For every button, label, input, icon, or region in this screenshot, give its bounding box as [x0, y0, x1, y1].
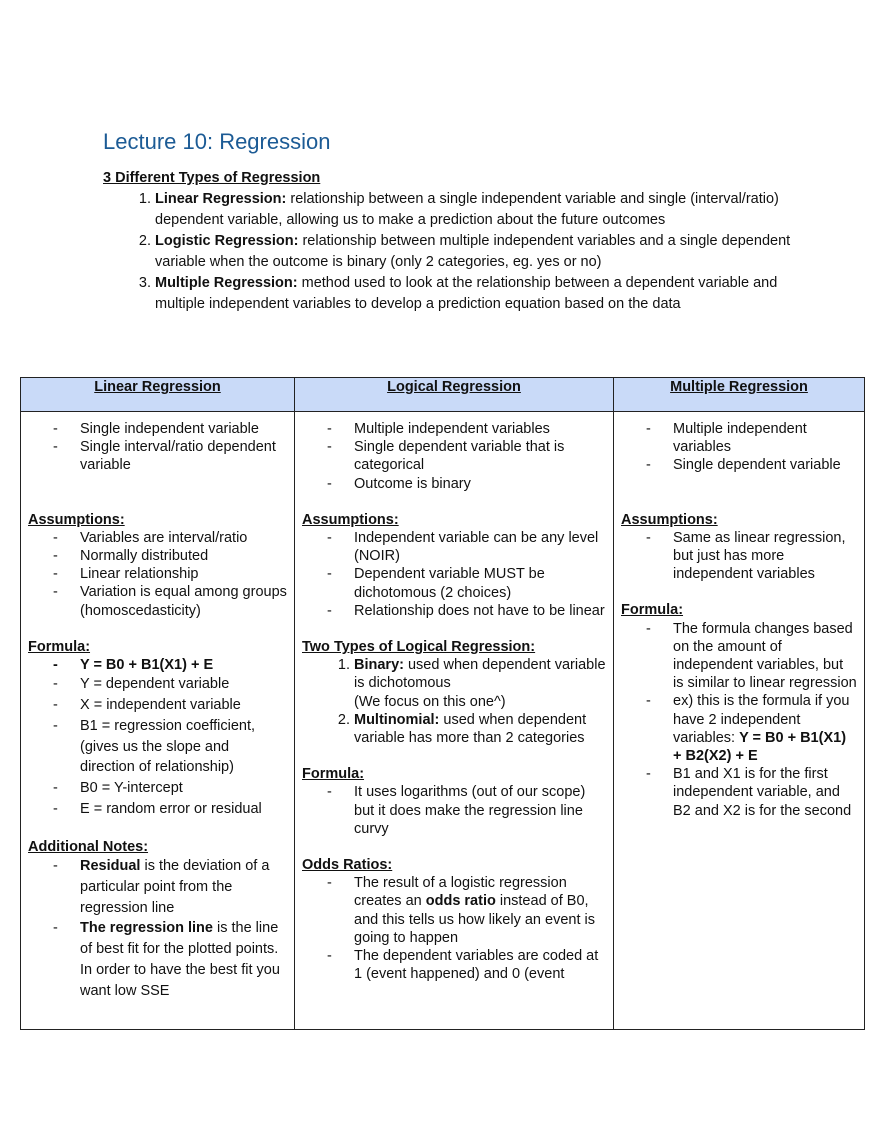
multiple-formula-equation: Y = B0 + B1(X1) + B2(X2) + E	[673, 729, 847, 765]
table-header-row	[21, 378, 865, 412]
list-item: - Linear relationship	[28, 565, 287, 583]
list-item: - Single independent variable	[28, 420, 287, 438]
list-item: - Relationship does not have to be linear	[302, 602, 606, 620]
type-text: used when dependent variable has more than 2 categories	[354, 711, 587, 747]
list-item	[155, 231, 803, 273]
types-heading: 3 Different Types of Regression	[103, 170, 321, 186]
linear-formula-equation: - Y = B0 + B1(X1) + E	[28, 656, 287, 674]
linear-formula-heading: Formula:	[28, 638, 91, 655]
logical-cell	[295, 412, 614, 1030]
multiple-intro-list	[621, 420, 857, 475]
note-text: is the line of best fit for the plotted points. In order to have the best fit you want low SSE	[80, 920, 280, 999]
comparison-table	[20, 377, 865, 1030]
list-item: - The dependent variables are coded at 1 (event happened) and 0 (event	[302, 947, 606, 983]
list-item: - Single dependent variable	[621, 456, 857, 474]
logical-intro-list	[302, 420, 606, 493]
header-linear: Linear Regression	[21, 378, 295, 412]
logical-formula-heading: Formula:	[302, 766, 365, 783]
list-item	[155, 273, 803, 315]
list-item: - Single dependent variable that is categorical	[302, 438, 606, 474]
type-note: (We focus on this one^)	[354, 693, 506, 710]
list-item: - Variation is equal among groups (homoscedasticity)	[28, 583, 287, 619]
list-item	[354, 711, 606, 747]
list-item: - Outcome is binary	[302, 475, 606, 493]
list-item	[354, 656, 606, 711]
intro-section	[103, 168, 803, 315]
type-text: used when dependent variable is dichotomous	[354, 657, 606, 692]
note-text: is the deviation of a particular point from the regression line	[80, 858, 270, 916]
logical-odds-list	[302, 874, 606, 983]
list-item: - Normally distributed	[28, 547, 287, 565]
list-item: - Variables are interval/ratio	[28, 529, 287, 547]
list-item: - B1 and X1 is for the first independent variable, and B2 and X2 is for the second	[621, 765, 857, 820]
type-term: Multinomial:	[354, 711, 440, 728]
linear-intro-list	[28, 420, 287, 475]
odds-text: The result of a logistic regression creates an	[354, 875, 567, 910]
list-item: - It uses logarithms (out of our scope) but it does make the regression line curvy	[302, 783, 606, 838]
logical-types-list	[302, 656, 606, 747]
linear-formula-list	[28, 656, 287, 820]
list-item: - Same as linear regression, but just has more independent variables	[621, 529, 857, 584]
type-desc: relationship between a single independent variable and single (interval/ratio) dependent variable, allowing us to make a prediction about the future outcomes	[155, 191, 779, 228]
list-item	[28, 918, 287, 1001]
linear-assumptions-heading: Assumptions:	[28, 511, 125, 528]
list-item: - The formula changes based on the amount of independent variables, but is similar to linear regression	[621, 620, 857, 693]
multiple-formula-list	[621, 620, 857, 820]
type-term: Logistic Regression:	[155, 233, 299, 249]
list-item	[28, 856, 287, 918]
list-item	[155, 189, 803, 231]
multiple-cell	[614, 412, 865, 1030]
header-logical: Logical Regression	[295, 378, 614, 412]
note-term: The regression line	[80, 920, 213, 937]
list-item: - Single interval/ratio dependent variable	[28, 438, 287, 474]
list-item	[621, 692, 857, 765]
type-desc: relationship between multiple independent variables and a single dependent variable when the outcome is binary (only 2 categories, eg. yes or no)	[155, 233, 791, 270]
list-item	[302, 874, 606, 947]
formula-text: ex) this is the formula if you have 2 independent variables:	[673, 693, 850, 746]
type-term: Linear Regression:	[155, 191, 287, 207]
list-item: - X = independent variable	[28, 695, 287, 716]
type-term: Binary:	[354, 657, 404, 674]
list-item: - Multiple independent variables	[621, 420, 857, 456]
types-list	[103, 189, 803, 315]
multiple-assumptions-list	[621, 529, 857, 584]
list-item: - B0 = Y-intercept	[28, 778, 287, 799]
linear-cell	[21, 412, 295, 1030]
list-item: - Y = dependent variable	[28, 674, 287, 695]
logical-odds-heading: Odds Ratios:	[302, 857, 393, 874]
logical-formula-list	[302, 783, 606, 838]
list-item: - Multiple independent variables	[302, 420, 606, 438]
odds-text: instead of B0, and this tells us how likely an event is going to happen	[354, 893, 595, 946]
type-term: Multiple Regression:	[155, 275, 298, 291]
linear-notes-heading: Additional Notes:	[28, 838, 149, 855]
type-desc: method used to look at the relationship between a dependent variable and multiple independent variables to develop a prediction equation based on the data	[155, 275, 778, 312]
page-title: Lecture 10: Regression	[103, 129, 331, 154]
multiple-formula-heading: Formula:	[621, 602, 684, 619]
logical-types-heading: Two Types of Logical Regression:	[302, 639, 536, 656]
list-item: - E = random error or residual	[28, 799, 287, 820]
linear-notes-list	[28, 856, 287, 1002]
list-item: - Independent variable can be any level (NOIR)	[302, 529, 606, 565]
note-term: Residual	[80, 858, 141, 875]
table-row	[21, 412, 865, 1030]
odds-term: odds ratio	[425, 893, 496, 910]
list-item: - B1 = regression coefficient, (gives us the slope and direction of relationship)	[28, 716, 287, 778]
logical-assumptions-heading: Assumptions:	[302, 511, 399, 528]
list-item: - Dependent variable MUST be dichotomous (2 choices)	[302, 565, 606, 601]
multiple-assumptions-heading: Assumptions:	[621, 511, 718, 528]
logical-assumptions-list	[302, 529, 606, 620]
header-multiple: Multiple Regression	[614, 378, 865, 412]
linear-assumptions-list	[28, 529, 287, 620]
